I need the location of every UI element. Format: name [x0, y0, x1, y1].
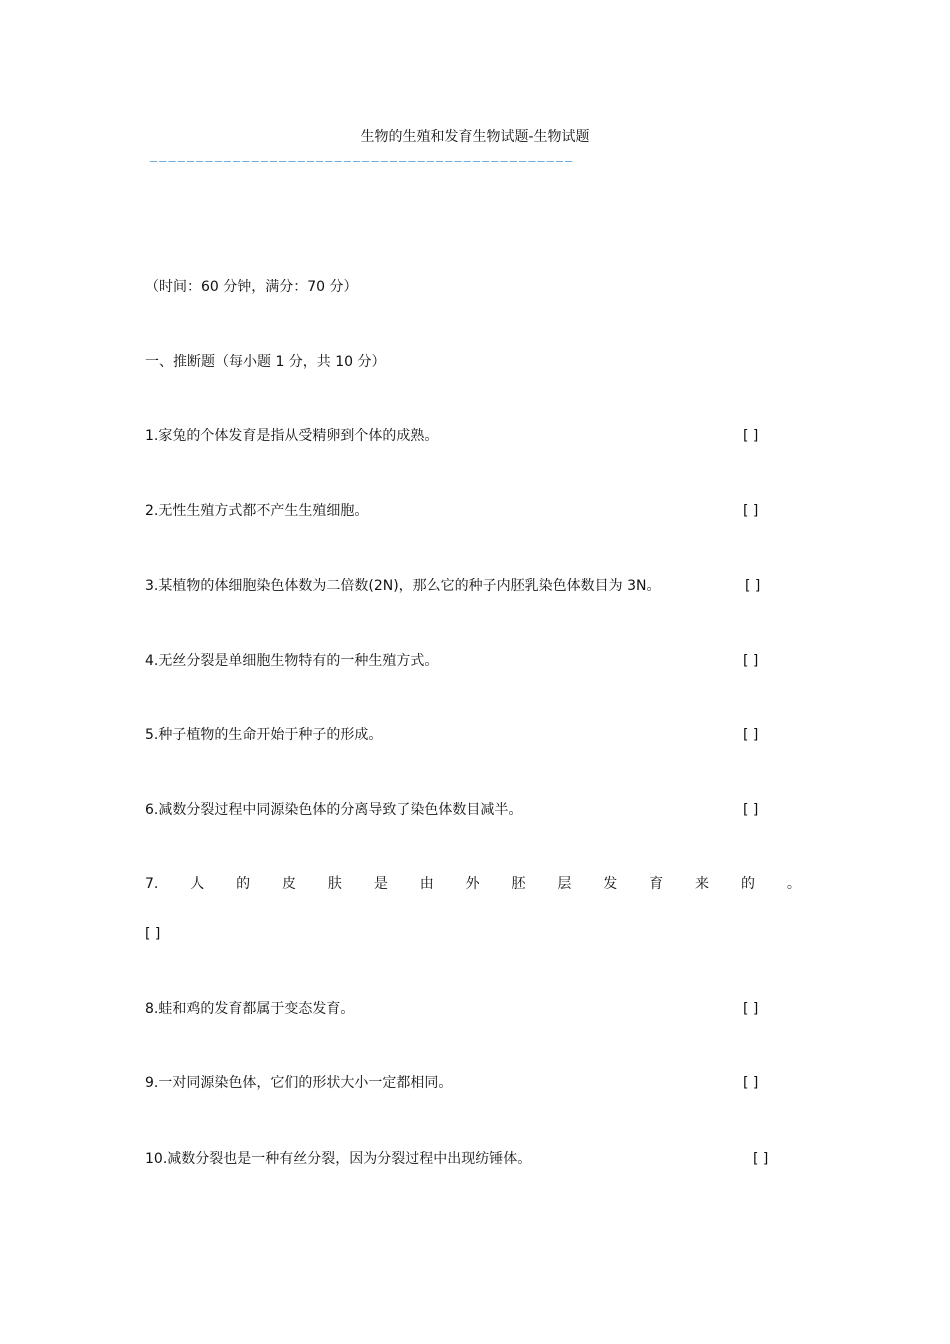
question-9-answer-bracket: [ ]: [743, 1075, 759, 1091]
question-7-char: 胚: [511, 876, 526, 892]
question-4-answer-bracket: [ ]: [743, 653, 759, 669]
question-2-text: 2.无性生殖方式都不产生生殖细胞。: [145, 503, 369, 519]
question-7-char: 发: [603, 876, 618, 892]
question-7-char: 。: [786, 876, 801, 892]
question-7-char: 的: [236, 876, 251, 892]
question-8-answer-bracket: [ ]: [743, 1001, 759, 1017]
question-9-text: 9.一对同源染色体，它们的形状大小一定都相同。: [145, 1075, 453, 1091]
question-1-answer-bracket: [ ]: [743, 428, 759, 444]
question-3-text: 3.某植物的体细胞染色体数为二倍数(2N)，那么它的种子内胚乳染色体数目为 3N。: [145, 578, 661, 594]
document-title: 生物的生殖和发育生物试题-生物试题: [360, 129, 590, 145]
exam-time-info: （时间：60 分钟，满分：70 分）: [145, 279, 358, 295]
question-7-char: 的: [740, 876, 755, 892]
question-4-text: 4.无丝分裂是单细胞生物特有的一种生殖方式。: [145, 653, 439, 669]
question-7-answer-bracket: [ ]: [145, 926, 161, 942]
question-5-answer-bracket: [ ]: [743, 727, 759, 743]
question-10-answer-bracket: [ ]: [753, 1151, 769, 1167]
question-7-text: [145, 874, 801, 894]
question-5-text: 5.种子植物的生命开始于种子的形成。: [145, 727, 383, 743]
question-7-char: 层: [557, 876, 572, 892]
question-7-char: 皮: [282, 876, 297, 892]
question-7-char: 是: [373, 876, 388, 892]
section-heading: 一、推断题（每小题 1 分，共 10 分）: [145, 354, 386, 370]
question-7-char: 外: [465, 876, 480, 892]
question-1-text: 1.家兔的个体发育是指从受精卵到个体的成熟。: [145, 428, 439, 444]
question-7-char: 7.: [145, 876, 159, 892]
question-7-char: 育: [649, 876, 664, 892]
question-6-answer-bracket: [ ]: [743, 802, 759, 818]
question-3-answer-bracket: [ ]: [745, 578, 761, 594]
title-dashed-rule: ——————————————————————————————————————————————: [150, 154, 575, 168]
question-7-char: 人: [190, 876, 205, 892]
question-8-text: 8.蛙和鸡的发育都属于变态发育。: [145, 1001, 355, 1017]
question-2-answer-bracket: [ ]: [743, 503, 759, 519]
question-7-char: 来: [695, 876, 710, 892]
question-7-char: 由: [419, 876, 434, 892]
question-7-char: 肤: [327, 876, 342, 892]
question-6-text: 6.减数分裂过程中同源染色体的分离导致了染色体数目减半。: [145, 802, 523, 818]
question-10-text: 10.减数分裂也是一种有丝分裂，因为分裂过程中出现纺锤体。: [145, 1151, 532, 1167]
